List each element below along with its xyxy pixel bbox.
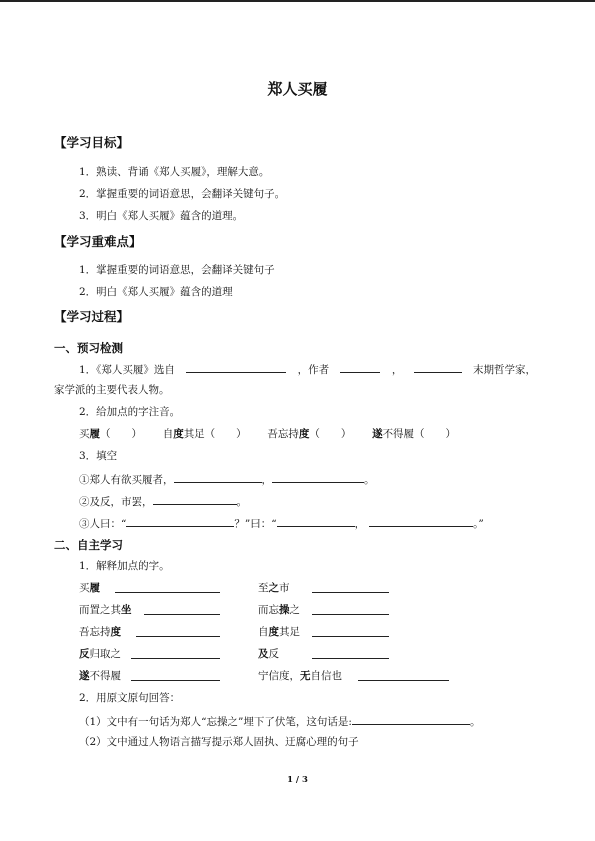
- word-item-right: 自度其足: [258, 626, 300, 638]
- goal-item: 3．明白《郑人买履》蕴含的道理。: [79, 210, 244, 222]
- word-item-left: 买履: [79, 582, 100, 594]
- part1-q3-line3: ③人曰：“ ？”曰：“ ， 。”: [79, 515, 484, 531]
- blank-answer[interactable]: [131, 647, 220, 659]
- difficulty-item: 1．掌握重要的词语意思，会翻译关键句子: [79, 264, 275, 276]
- blank-answer[interactable]: [312, 603, 389, 615]
- blank-fill[interactable]: [174, 471, 262, 483]
- part1-heading: 一、预习检测: [54, 341, 123, 355]
- goal-item: 2．掌握重要的词语意思，会翻译关键句子。: [79, 188, 286, 200]
- word-item-left: 反归取之: [79, 648, 121, 660]
- top-border-line: [0, 0, 595, 2]
- part1-q2-label: 2．给加点的字注音。: [79, 406, 181, 418]
- pinyin-item: 自度其足（ ）: [162, 428, 247, 440]
- part1-q3-line2: ②及反，市罢， 。: [79, 493, 247, 509]
- part1-q1-line1: [79, 361, 536, 377]
- blank-answer[interactable]: [115, 581, 220, 593]
- q1-text-b: ，作者: [297, 364, 330, 376]
- section-heading-goals: 【学习目标】: [54, 135, 130, 150]
- blank-answer[interactable]: [352, 713, 470, 725]
- blank-answer[interactable]: [144, 603, 220, 615]
- blank-answer[interactable]: [312, 581, 389, 593]
- word-item-right: 及反: [258, 648, 279, 660]
- word-item-left: 而置之其坐: [79, 604, 132, 616]
- goal-item: 1．熟读、背诵《郑人买履》，理解大意。: [79, 166, 270, 178]
- pinyin-item: 遂不得履（ ）: [372, 428, 457, 440]
- q1-text-a: 1．《郑人买履》选自: [79, 364, 175, 376]
- part2-heading: 二、自主学习: [54, 538, 123, 552]
- blank-fill[interactable]: [277, 515, 355, 527]
- part1-q2-items: [79, 427, 456, 441]
- blank-answer[interactable]: [312, 647, 389, 659]
- word-item-left: 遂不得履: [79, 670, 121, 682]
- blank-fill[interactable]: [126, 515, 234, 527]
- pinyin-item: 买履（ ）: [79, 428, 142, 440]
- section-heading-difficulties: 【学习重难点】: [54, 234, 142, 249]
- page-title: 郑人买履: [267, 80, 328, 98]
- part2-q2b: （2）文中通过人物语言描写提示郑人固执、迂腐心理的句子: [79, 736, 359, 748]
- q1-text-d: 末期哲学家，: [473, 364, 536, 376]
- blank-author[interactable]: [340, 361, 380, 373]
- part2-q2a: （1）文中有一句话为郑人“忘操之”埋下了伏笔，这句话是: 。: [79, 713, 480, 729]
- part1-q3-line1: ①郑人有欲买履者， ， 。: [79, 471, 375, 487]
- part2-q2-label: 2．用原文原句回答：: [79, 692, 181, 704]
- part2-q1-label: 1．解释加点的字。: [79, 560, 170, 572]
- blank-fill[interactable]: [153, 493, 237, 505]
- part1-q3-label: 3．填空: [79, 450, 118, 462]
- word-item-left: 吾忘持度: [79, 626, 121, 638]
- blank-fill[interactable]: [369, 515, 473, 527]
- part1-q1-line2: 家学派的主要代表人物。: [54, 384, 170, 396]
- q1-text-c: ，: [391, 364, 403, 376]
- pinyin-item: 吾忘持度（ ）: [267, 428, 352, 440]
- blank-fill[interactable]: [272, 471, 364, 483]
- blank-source[interactable]: [186, 361, 286, 373]
- word-item-right: 而忘操之: [258, 604, 300, 616]
- blank-answer[interactable]: [358, 669, 449, 681]
- difficulty-item: 2．明白《郑人买履》蕴含的道理: [79, 286, 233, 298]
- word-item-right: 至之市: [258, 582, 290, 594]
- blank-answer[interactable]: [136, 625, 220, 637]
- word-item-right: 宁信度，无自信也: [258, 670, 342, 682]
- blank-answer[interactable]: [131, 669, 220, 681]
- page-number: 1 / 3: [287, 775, 308, 785]
- blank-era[interactable]: [414, 361, 462, 373]
- section-heading-process: 【学习过程】: [54, 309, 130, 324]
- blank-answer[interactable]: [312, 625, 389, 637]
